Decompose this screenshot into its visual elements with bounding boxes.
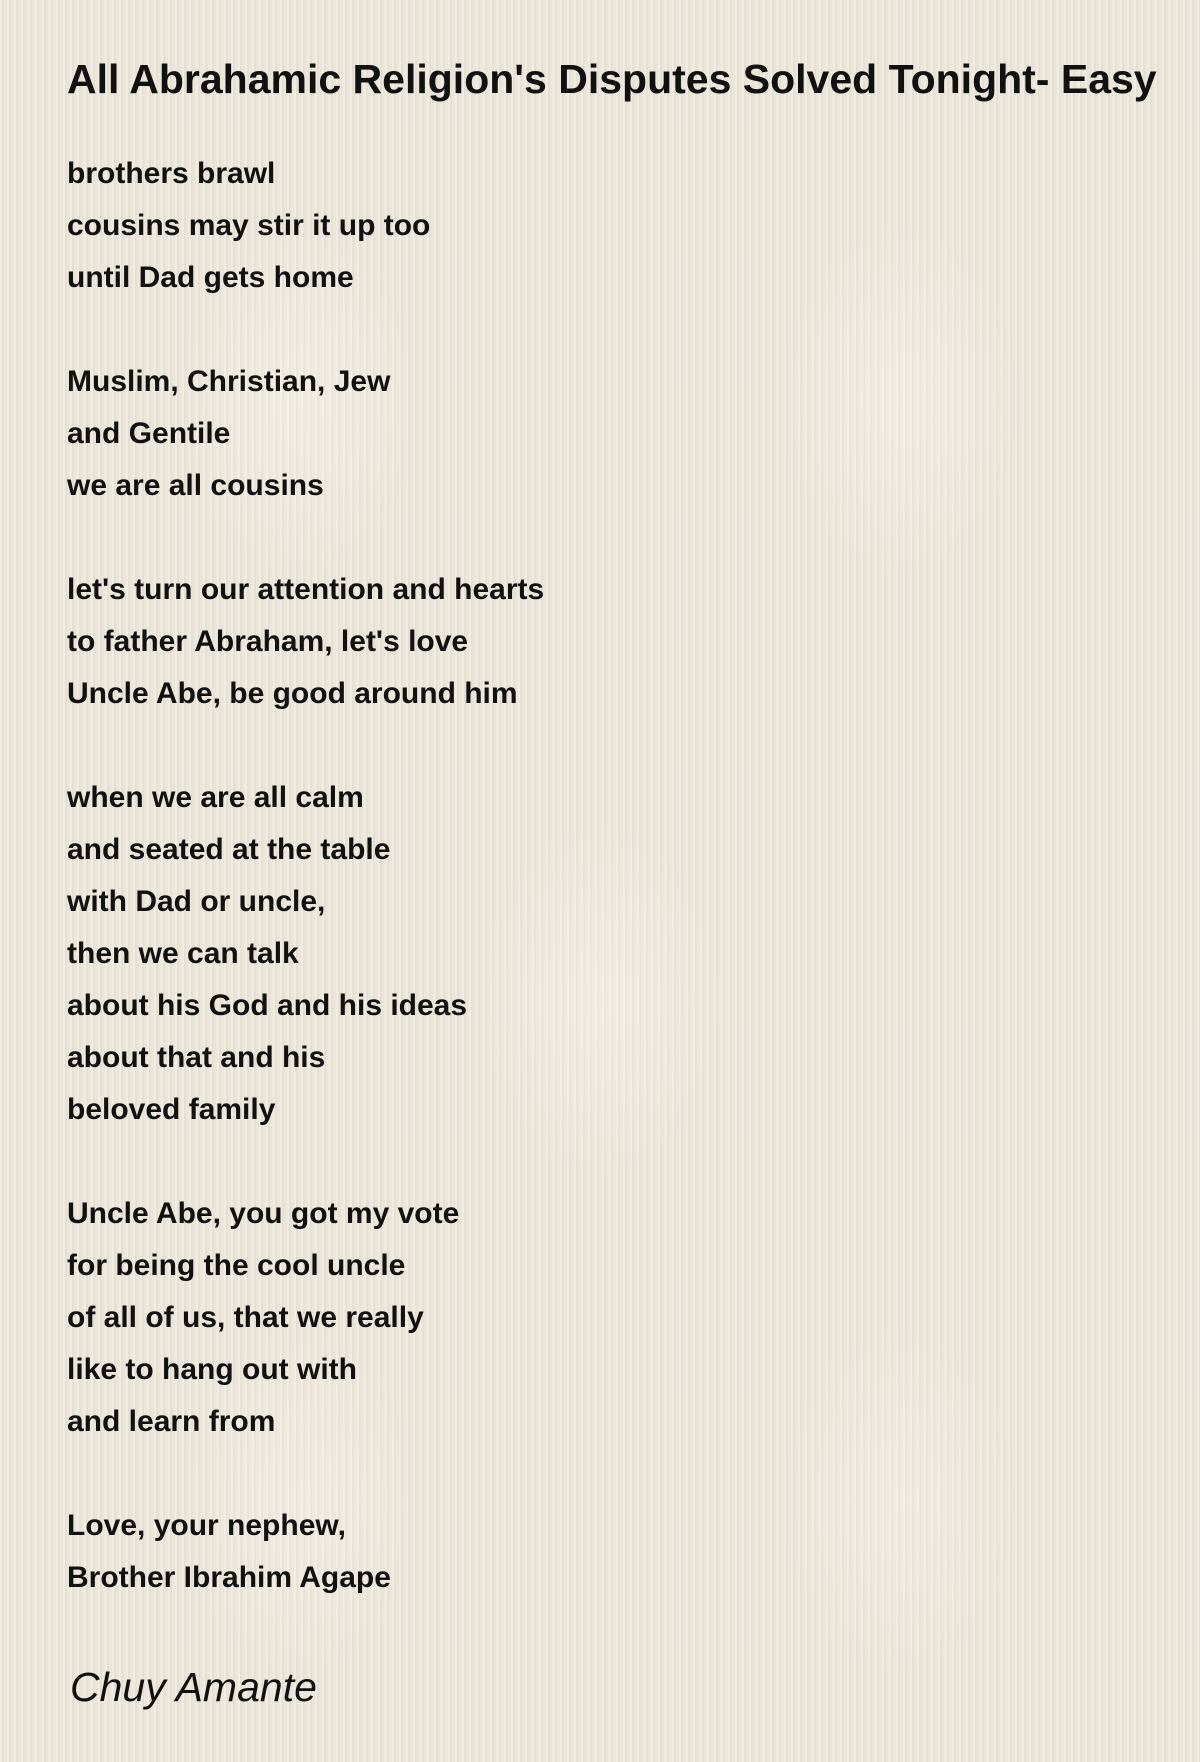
- poem-line: let's turn our attention and hearts: [67, 573, 545, 606]
- poem-line: and Gentile: [67, 417, 231, 450]
- poem-line: cousins may stir it up too: [67, 209, 431, 242]
- poem-line: Brother Ibrahim Agape: [67, 1561, 391, 1594]
- poem-body: [67, 148, 544, 1604]
- poem-line: Love, your nephew,: [67, 1509, 346, 1542]
- poem-line: Uncle Abe, you got my vote: [67, 1197, 460, 1230]
- poem-line: until Dad gets home: [67, 261, 354, 294]
- poem-line: when we are all calm: [67, 781, 364, 814]
- poem-line: brothers brawl: [67, 157, 276, 190]
- stanza-break: [67, 1136, 544, 1188]
- poem-line: beloved family: [67, 1093, 276, 1126]
- poem-line: about that and his: [67, 1041, 326, 1074]
- author-name: Chuy Amante: [70, 1664, 317, 1710]
- stanza-break: [67, 1448, 544, 1500]
- stanza-break: [67, 720, 544, 772]
- stanza-break: [67, 304, 544, 356]
- poem-title: All Abrahamic Religion's Disputes Solved Tonight- Easy: [67, 56, 1157, 102]
- poem-line: Muslim, Christian, Jew: [67, 365, 391, 398]
- poem-line: and learn from: [67, 1405, 276, 1438]
- poem-line: of all of us, that we really: [67, 1301, 424, 1334]
- poem-line: with Dad or uncle,: [67, 885, 326, 918]
- poem-line: for being the cool uncle: [67, 1249, 406, 1282]
- poem-line: to father Abraham, let's love: [67, 625, 469, 658]
- poem-line: we are all cousins: [67, 469, 324, 502]
- poem-line: like to hang out with: [67, 1353, 357, 1386]
- poem-line: Uncle Abe, be good around him: [67, 677, 518, 710]
- poem-line: about his God and his ideas: [67, 989, 468, 1022]
- stanza-break: [67, 512, 544, 564]
- poem-line: and seated at the table: [67, 833, 391, 866]
- poem-line: then we can talk: [67, 937, 299, 970]
